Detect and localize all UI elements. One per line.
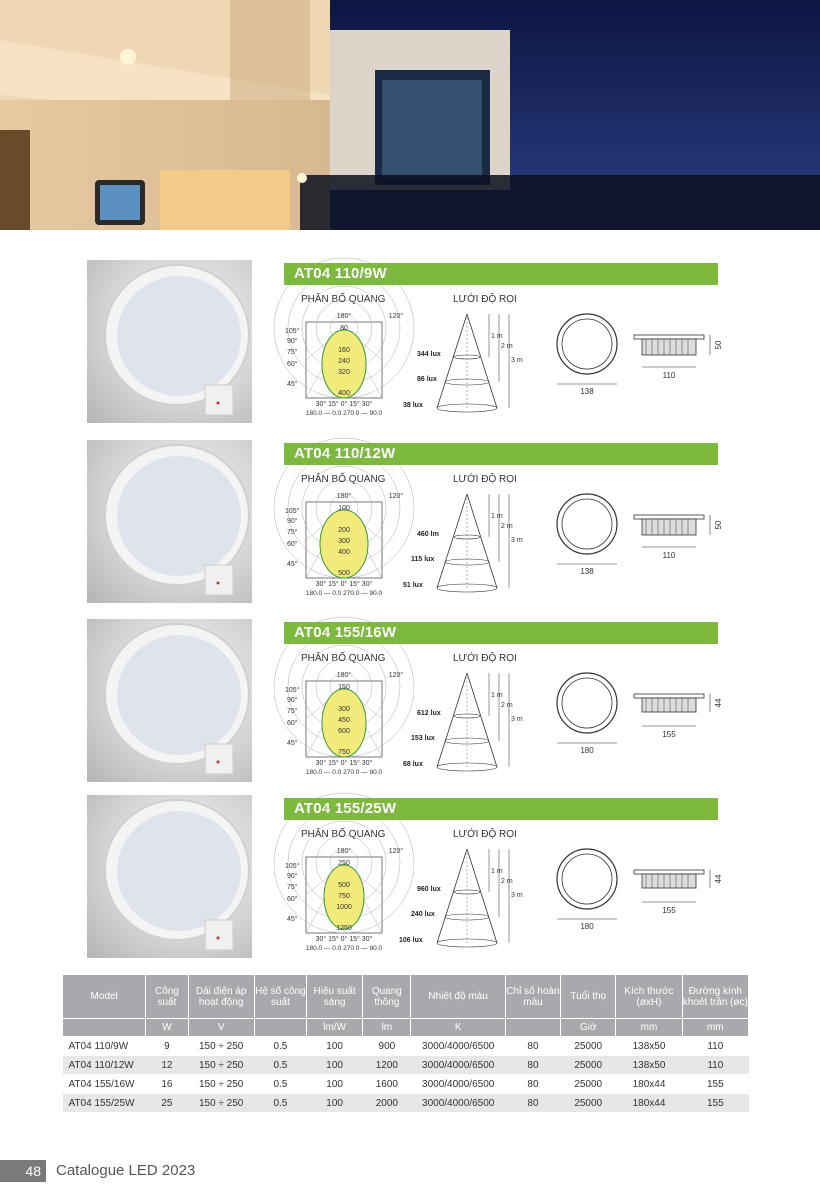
polar-value: 300 (338, 706, 350, 713)
light-distribution-label: PHÂN BỐ QUANG (301, 653, 386, 664)
table-cell: 138x50 (616, 1056, 682, 1075)
polar-angle-left: 45° (287, 740, 298, 747)
product-block-3 (87, 619, 723, 787)
polar-angle-left: 90° (287, 873, 298, 880)
polar-value: 600 (338, 728, 350, 735)
polar-value: 320 (338, 369, 350, 376)
table-cell: AT04 110/12W (63, 1056, 146, 1075)
specification-table (62, 974, 749, 1113)
product-block-2 (87, 440, 723, 608)
polar-angle-left: 90° (287, 697, 298, 704)
unit-cell: Giờ (561, 1019, 616, 1037)
light-distribution-label: PHÂN BỐ QUANG (301, 829, 386, 840)
header-color-rendering-index: Chỉ số hoàn màu (505, 975, 560, 1019)
polar-angle-bottom: 30° 15° 0° 15° 30° (315, 581, 373, 588)
product-title: AT04 155/16W (294, 624, 397, 641)
polar-legend: 180.0 — 0.0 270.0 — 90.0 (305, 590, 383, 597)
table-cell: 110 (682, 1056, 748, 1075)
table-cell: AT04 110/9W (63, 1037, 146, 1056)
table-cell: 80 (505, 1056, 560, 1075)
polar-value: 150 (338, 684, 350, 691)
distance-label: 1 m (491, 692, 503, 699)
unit-cell: lm (363, 1019, 411, 1037)
table-cell: 80 (505, 1094, 560, 1113)
header-power-factor: Hệ số công suất (254, 975, 306, 1019)
page-footer (0, 1160, 200, 1182)
table-units-row (63, 1019, 749, 1037)
unit-cell: mm (682, 1019, 748, 1037)
side-view-dimension (632, 860, 723, 920)
polar-value: 1250 (336, 925, 352, 932)
product-block-1 (87, 260, 723, 428)
table-cell: 80 (505, 1037, 560, 1056)
unit-cell: V (188, 1019, 254, 1037)
illuminance-grid-label: LƯỚI ĐỘ RỌI (453, 294, 517, 305)
height-value: 50 (714, 340, 723, 350)
polar-angle-top: 180° (336, 848, 352, 855)
lux-value: 612 lux (417, 710, 441, 717)
header-voltage-range: Dải điện áp hoạt động (188, 975, 254, 1019)
polar-angle-bottom: 30° 15° 0° 15° 30° (315, 401, 373, 408)
table-cell: 100 (307, 1037, 363, 1056)
polar-angle-top-right: 120° (388, 848, 404, 855)
front-view-dimension (549, 671, 625, 771)
header-cutout-diameter: Đường kính khoét trần (øc) (682, 975, 748, 1019)
product-title-bar (284, 798, 718, 820)
table-cell: 1600 (363, 1075, 411, 1094)
table-cell: 0.5 (254, 1094, 306, 1113)
polar-angle-left: 45° (287, 916, 298, 923)
unit-cell: W (146, 1019, 188, 1037)
table-cell: 100 (307, 1056, 363, 1075)
polar-value: 160 (338, 347, 350, 354)
length-value: 110 (662, 371, 676, 380)
polar-angle-top-right: 120° (388, 313, 404, 320)
header-luminous-flux: Quang thông (363, 975, 411, 1019)
distance-label: 2 m (501, 343, 513, 350)
distance-label: 1 m (491, 333, 503, 340)
length-value: 155 (662, 906, 676, 915)
product-title-bar (284, 263, 718, 285)
distance-label: 1 m (491, 513, 503, 520)
table-cell: 110 (682, 1037, 748, 1056)
table-cell: 25000 (561, 1037, 616, 1056)
illuminance-grid-label: LƯỚI ĐỘ RỌI (453, 653, 517, 664)
product-photo (87, 440, 252, 603)
light-distribution-label: PHÂN BỐ QUANG (301, 474, 386, 485)
polar-value: 500 (338, 882, 350, 889)
polar-legend: 180.0 — 0.0 270.0 — 90.0 (305, 769, 383, 776)
product-title: AT04 110/12W (294, 445, 396, 462)
header-color-temperature: Nhiệt độ màu (411, 975, 505, 1019)
distance-label: 3 m (511, 892, 523, 899)
table-cell: 25000 (561, 1075, 616, 1094)
height-value: 50 (714, 520, 723, 530)
polar-angle-left: 75° (287, 349, 298, 356)
illuminance-cone-diagram (403, 490, 532, 602)
polar-distribution-diagram (284, 845, 404, 955)
diameter-value: 180 (580, 746, 594, 755)
side-view-dimension (632, 684, 723, 744)
polar-angle-left: 105° (285, 508, 300, 515)
polar-value: 240 (338, 358, 350, 365)
lux-value: 153 lux (411, 735, 435, 742)
polar-value: 750 (338, 893, 350, 900)
product-title-bar (284, 622, 718, 644)
front-view-dimension (549, 492, 625, 592)
table-cell: 0.5 (254, 1037, 306, 1056)
polar-legend: 180.0 — 0.0 270.0 — 90.0 (305, 410, 383, 417)
polar-angle-left: 45° (287, 561, 298, 568)
polar-angle-left: 75° (287, 529, 298, 536)
table-cell: AT04 155/16W (63, 1075, 146, 1094)
table-cell: 25 (146, 1094, 188, 1113)
front-view-dimension (549, 312, 625, 412)
table-cell: 100 (307, 1094, 363, 1113)
distance-label: 2 m (501, 523, 513, 530)
polar-angle-left: 45° (287, 381, 298, 388)
unit-cell (505, 1019, 560, 1037)
polar-value: 400 (338, 549, 350, 556)
table-cell: 80 (505, 1075, 560, 1094)
product-block-4 (87, 795, 723, 963)
polar-angle-left: 60° (287, 541, 298, 548)
table-cell: 25000 (561, 1094, 616, 1113)
unit-cell (254, 1019, 306, 1037)
distance-label: 2 m (501, 702, 513, 709)
illuminance-grid-label: LƯỚI ĐỘ RỌI (453, 829, 517, 840)
polar-angle-left: 60° (287, 361, 298, 368)
height-value: 44 (714, 874, 723, 884)
table-cell: 155 (682, 1075, 748, 1094)
polar-value: 500 (338, 570, 350, 577)
table-cell: 1200 (363, 1056, 411, 1075)
polar-angle-left: 105° (285, 328, 300, 335)
lux-value: 460 lm (417, 531, 439, 538)
table-cell: 2000 (363, 1094, 411, 1113)
lux-value: 344 lux (417, 351, 441, 358)
unit-cell: lm/W (307, 1019, 363, 1037)
page-number: 48 (0, 1160, 46, 1182)
distance-label: 3 m (511, 716, 523, 723)
hero-photo (0, 0, 820, 230)
polar-angle-left: 75° (287, 708, 298, 715)
side-view-dimension (632, 325, 723, 385)
diameter-value: 138 (580, 567, 594, 576)
polar-value: 400 (338, 390, 350, 397)
header-dimensions: Kích thước (øxH) (616, 975, 682, 1019)
table-cell: 0.5 (254, 1075, 306, 1094)
diameter-value: 180 (580, 922, 594, 931)
polar-distribution-diagram (284, 669, 404, 779)
header-luminous-efficacy: Hiệu suất sáng (307, 975, 363, 1019)
table-header-row (63, 975, 749, 1019)
height-value: 44 (714, 698, 723, 708)
lux-value: 960 lux (417, 886, 441, 893)
polar-angle-left: 60° (287, 896, 298, 903)
table-row (63, 1075, 749, 1094)
polar-value: 80 (340, 325, 348, 332)
diameter-value: 138 (580, 387, 594, 396)
table-cell: 0.5 (254, 1056, 306, 1075)
polar-angle-top-right: 120° (388, 493, 404, 500)
polar-angle-left: 90° (287, 518, 298, 525)
light-distribution-label: PHÂN BỐ QUANG (301, 294, 386, 305)
product-title: AT04 155/25W (294, 800, 397, 817)
polar-angle-bottom: 30° 15° 0° 15° 30° (315, 760, 373, 767)
polar-angle-left: 90° (287, 338, 298, 345)
table-cell: 150 ÷ 250 (188, 1037, 254, 1056)
polar-angle-left: 105° (285, 687, 300, 694)
polar-angle-bottom: 30° 15° 0° 15° 30° (315, 936, 373, 943)
table-cell: 16 (146, 1075, 188, 1094)
lux-value: 115 lux (411, 556, 435, 563)
catalogue-title: Catalogue LED 2023 (56, 1162, 196, 1179)
table-cell: 12 (146, 1056, 188, 1075)
polar-angle-top: 180° (336, 493, 352, 500)
table-cell: 9 (146, 1037, 188, 1056)
illuminance-cone-diagram (403, 669, 532, 781)
product-title: AT04 110/9W (294, 265, 387, 282)
distance-label: 3 m (511, 537, 523, 544)
polar-value: 450 (338, 717, 350, 724)
polar-angle-top: 180° (336, 672, 352, 679)
table-cell: 180x44 (616, 1094, 682, 1113)
table-cell: AT04 155/25W (63, 1094, 146, 1113)
table-cell: 900 (363, 1037, 411, 1056)
polar-value: 1000 (336, 904, 352, 911)
illuminance-grid-label: LƯỚI ĐỘ RỌI (453, 474, 517, 485)
table-cell: 138x50 (616, 1037, 682, 1056)
header-model: Model (63, 975, 146, 1019)
lux-value: 240 lux (411, 911, 435, 918)
polar-legend: 180.0 — 0.0 270.0 — 90.0 (305, 945, 383, 952)
table-cell: 150 ÷ 250 (188, 1056, 254, 1075)
product-title-bar (284, 443, 718, 465)
polar-angle-top: 180° (336, 313, 352, 320)
table-row (63, 1056, 749, 1075)
unit-cell (63, 1019, 146, 1037)
distance-label: 1 m (491, 868, 503, 875)
table-cell: 180x44 (616, 1075, 682, 1094)
lux-value: 68 lux (403, 761, 423, 768)
table-cell: 150 ÷ 250 (188, 1094, 254, 1113)
header-lifetime: Tuổi thọ (561, 975, 616, 1019)
table-row (63, 1037, 749, 1056)
product-photo (87, 260, 252, 423)
side-view-dimension (632, 505, 723, 565)
lux-value: 106 lux (399, 937, 423, 944)
product-photo (87, 619, 252, 782)
unit-cell: mm (616, 1019, 682, 1037)
lux-value: 38 lux (403, 402, 423, 409)
product-photo (87, 795, 252, 958)
length-value: 110 (662, 551, 676, 560)
polar-value: 250 (338, 860, 350, 867)
illuminance-cone-diagram (403, 310, 532, 422)
header-power: Công suất (146, 975, 188, 1019)
polar-distribution-diagram (284, 310, 404, 420)
table-cell: 3000/4000/6500 (411, 1075, 505, 1094)
table-cell: 25000 (561, 1056, 616, 1075)
polar-angle-left: 60° (287, 720, 298, 727)
table-cell: 3000/4000/6500 (411, 1056, 505, 1075)
illuminance-cone-diagram (399, 845, 532, 957)
polar-angle-top-right: 120° (388, 672, 404, 679)
house-night-illustration (0, 0, 820, 230)
front-view-dimension (549, 847, 625, 947)
distance-label: 2 m (501, 878, 513, 885)
polar-angle-left: 105° (285, 863, 300, 870)
table-cell: 150 ÷ 250 (188, 1075, 254, 1094)
polar-angle-left: 75° (287, 884, 298, 891)
unit-cell: K (411, 1019, 505, 1037)
polar-value: 300 (338, 538, 350, 545)
table-cell: 155 (682, 1094, 748, 1113)
polar-value: 200 (338, 527, 350, 534)
polar-value: 100 (338, 505, 350, 512)
lux-value: 51 lux (403, 582, 423, 589)
polar-value: 750 (338, 749, 350, 756)
length-value: 155 (662, 730, 676, 739)
table-cell: 3000/4000/6500 (411, 1094, 505, 1113)
distance-label: 3 m (511, 357, 523, 364)
polar-distribution-diagram (284, 490, 404, 600)
table-row (63, 1094, 749, 1113)
table-cell: 100 (307, 1075, 363, 1094)
lux-value: 86 lux (417, 376, 437, 383)
table-cell: 3000/4000/6500 (411, 1037, 505, 1056)
